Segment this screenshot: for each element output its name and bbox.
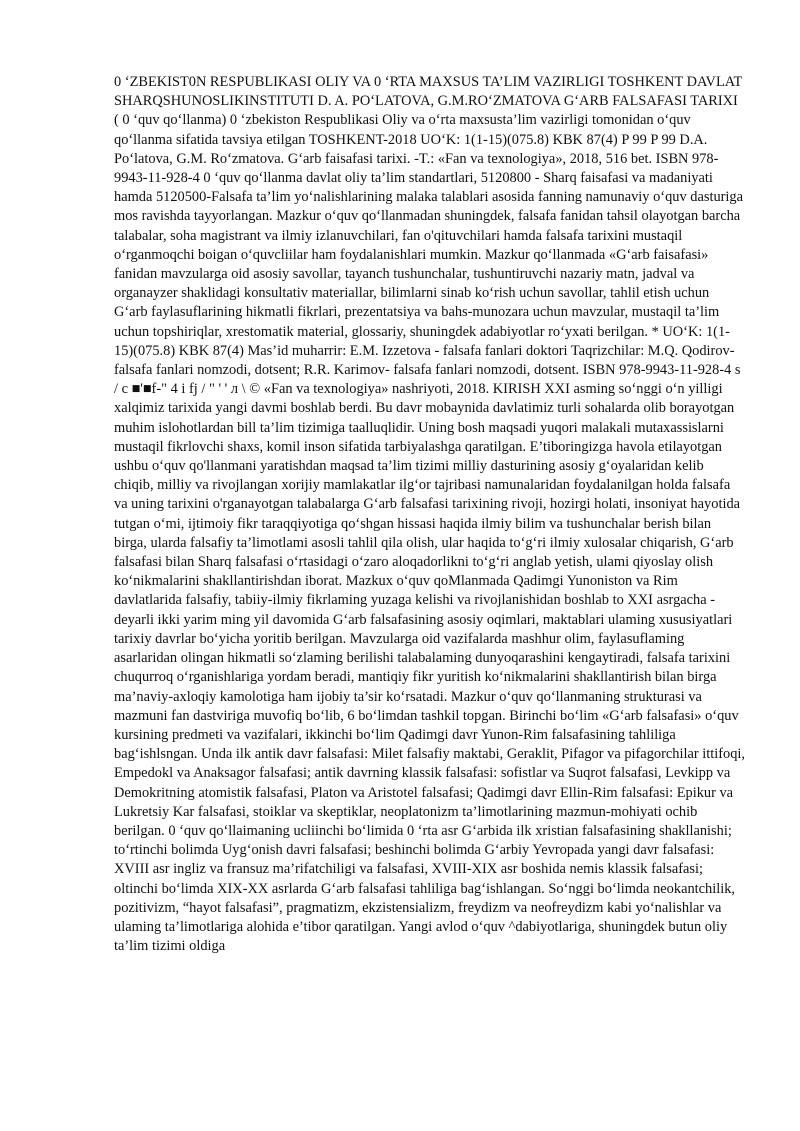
document-page bbox=[114, 73, 746, 956]
body-text: 0 ‘ZBEKIST0N RESPUBLIKASI OLIY VA 0 ‘RTA MAXSUS TA’LIM VAZIRLIGI TOSHKENT DAVLAT SHARQSHUNOSLIKINSTITUTI D. A. PO‘LATOVA, G.M.RO‘ZMATOVA G‘ARB FALSAFASI TARIXI ( 0 ‘quv qo‘llanma) 0 ‘zbekiston Respublikasi Oliy va o‘rta maxsusta’lim vazirligi tomonidan o‘quv qo‘llanma sifatida tavsiya etilgan TOSHKENT-2018 UO‘K: 1(1-15)(075.8) KBK 87(4) P 99 P 99 D.A. Po‘latova, G.M. Ro‘zmatova. G‘arb faisafasi tarixi. -T.: «Fan va texnologiya», 2018, 516 bet. ISBN 978-9943-11-928-4 0 ‘quv qo‘llanma davlat oliy ta’lim standartlari, 5120800 - Sharq faisafasi va madaniyati hamda 5120500-Falsafa ta’lim yo‘nalishlarining malaka talablari asosida fanning namunaviy o‘quv dasturiga mos ravishda tayyorlangan. Mazkur o‘quv qo‘llanmadan shuningdek, falsafa fanidan tahsil olayotgan barcha talabalar, soha magistrant va ilmiy izlanuvchilari, fan o'qituvchilari hamda falsafa tarixini mustaqil o‘rganmoqchi boigan o‘quvcliilar ham foydalanishlari mumkin. Mazkur qo‘llanmada «G‘arb faisafasi» fanidan mavzularga oid asosiy savollar, tayanch tushunchalar, tushuntiruvchi nazariy matn, jadval va organayzer shaklidagi konsultativ materiallar, bilimlarni sinab ko‘rish uchun savollar, tahlil etish uchun G‘arb faylasuflarining hikmatli fikrlari, prezentatsiya va bahs-munozara uchun mavzular, mustaqil ta’lim uchun topshiriqlar, xrestomatik material, glossariy, shuningdek adabiyotlar ro‘yxati berilgan. * UO‘K: 1(1-15)(075.8) KBK 87(4) Mas’id muharrir: E.M. Izzetova - falsafa fanlari doktori Taqrizchilar: M.Q. Qodirov- falsafa fanlari nomzodi, dotsent; R.R. Karimov- falsafa fanlari nomzodi, dotsent. ISBN 978-9943-11-928-4 s / c ■'■f-" 4 i fj / " ' ' л \ © «Fan va texnologiya» nashriyoti, 2018. KIRISH XXI asming so‘nggi o‘n yilligi xalqimiz tarixida yangi davmi boshlab berdi. Bu davr mobaynida davlatimiz turli sohalarda olib borayotgan muhim islohotlardan bill ta’lim tizimiga taalluqlidir. Uning bosh maqsadi yuqori malakali mutaxassislarni mustaqil fikrlovchi shaxs, komil inson sifatida tarbiyalashga qaratilgan. E’tiboringizga havola etilayotgan ushbu o‘quv qo'llanmani yaratishdan maqsad ta’lim tizimi milliy dasturining asosiy g‘oyalaridan kelib chiqib, milliy va rivojlangan xorijiy mamlakatlar ilg‘or tajribasi namunalaridan foydalanilgan holda falsafa va uning tarixini o'rganayotgan talabalarga G‘arb falsafasi tarixining rivoji, hozirgi holati, insoniyat hayotida tutgan o‘mi, ijtimoiy fikr taraqqiyotiga qo‘shgan hissasi haqida ilmiy bilim va tushunchalar berish bilan birga, ularda falsafiy ta’limotlami asosli tahlil qila olish, ular haqida to‘g‘ri ilmiy xulosalar chiqarish, G‘arb falsafasi bilan Sharq falsafasi o‘rtasidagi o‘zaro aloqadorlikni to‘g‘ri anglab yetish, ulami qiyoslay olish ko‘nikmalarini shakllantirishdan iborat. Mazkux o‘quv qoMlanmada Qadimgi Yunoniston va Rim davlatlarida falsafiy, tabiiy-ilmiy fikrlaming yuzaga kelishi va rivojlanishidan boshlab to XXI asrgacha - deyarli ikki yarim ming yil davomida G‘arb falsafasining asosiy oqimlari, maktablari ulaming xususiyatlari tarixiy davrlar bo‘yicha yoritib berilgan. Mavzularga oid vazifalarda mashhur olim, faylasuflaming asarlaridan olingan hikmatli so‘zlaming berilishi talabalaming dunyoqarashini kengaytiradi, falsafa tarixini chuqurroq o‘rganishlariga yordam beradi, mantiqiy fikr yuritish ko‘nikmalarini shakllantirish bilan birga ma’naviy-axloqiy kamolotiga ham ijobiy ta’sir ko‘rsatadi. Mazkur o‘quv qo‘llanmaning strukturasi va mazmuni fan dastviriga muvofiq bo‘lib, 6 bo‘limdan tashkil topgan. Birinchi bo‘lim «G‘arb falsafasi» o‘quv kursining predmeti va vazifalari, ikkinchi bo‘lim Qadimgi davr Yunon-Rim falsafasining tahliliga bag‘ishlsngan. Unda ilk antik davr falsafasi: Milet falsafiy maktabi, Geraklit, Pifagor va pifagorchilar ittifoqi, Empedokl va Anaksagor falsafasi; antik davrning klassik falsafasi: sofistlar va Suqrot falsafasi, Levkipp va Demokritning atomistik falsafasi, Platon va Aristotel falsafasi; Qadimgi davr Ellin-Rim falsafasi: Epikur va Lukretsiy Kar falsafasi, stoiklar va skeptiklar, neoplatonizm ta’limotlarining mazmun-mohiyati ochib berilgan. 0 ‘quv qo‘llaimaning ucliinchi bo‘limida 0 ‘rta asr G‘arbida ilk xristian falsafasining shakllanishi; to‘rtinchi bolimda Uyg‘onish davri falsafasi; beshinchi bolimda G‘arbiy Yevropada yangi davr falsafasi: XVIII asr ingliz va fransuz ma’rifatchiligi va falsafasi, XVIII-XIX asr boshida nemis klassik falsafasi; oltinchi bo‘limda XIX-XX asrlarda G‘arb falsafasi tahliliga bag‘ishlangan. So‘nggi bo‘limda neokantchilik, pozitivizm, “hayot falsafasi”, pragmatizm, ekzistensializm, freydizm va neofreydizm kabi yo‘nalishlar va ulaming ta’limotlariga alohida e’tibor qaratilgan. Yangi avlod o‘quv ^dabiyotlariga, shuningdek butun oliy ta’lim tizimi oldiga bbox=[114, 74, 746, 955]
